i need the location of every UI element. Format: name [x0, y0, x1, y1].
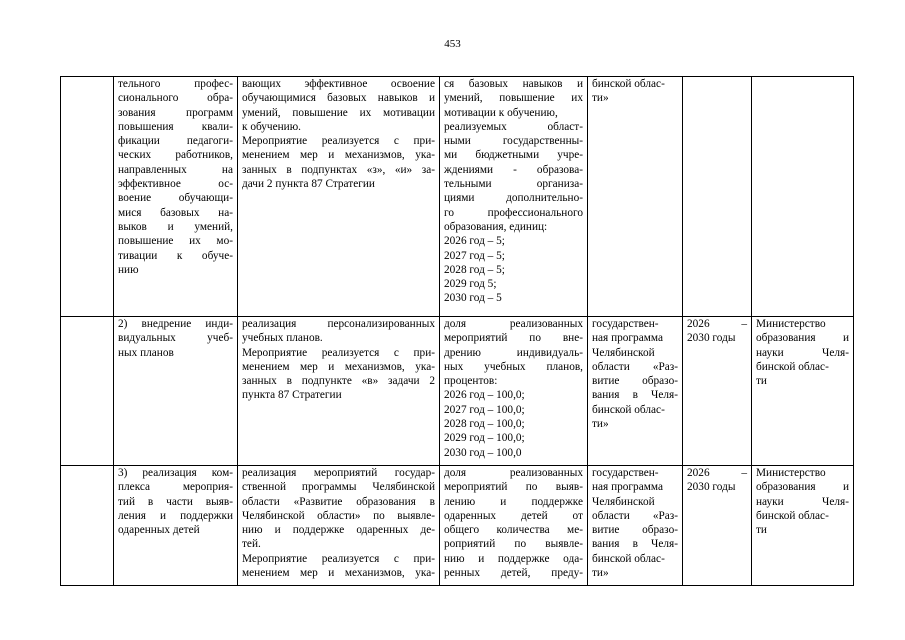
text-line: доля реализованных: [444, 318, 583, 330]
text-line: 2027 год – 5;: [444, 249, 505, 262]
text-line: одаренных детей от: [444, 509, 583, 522]
text-line: 2028 год – 100,0;: [444, 418, 525, 431]
text-line: ными государственны-: [444, 135, 583, 148]
text-line: мероприятий по выяв-: [444, 481, 583, 494]
text-line: к обучению.: [242, 120, 301, 133]
text-line: го профессионального: [444, 206, 583, 219]
number-cell: [61, 317, 114, 466]
text-line: ных учебных планов,: [444, 360, 583, 373]
text-line: бинской облас-: [592, 552, 665, 565]
text-line: воение обучающи-: [118, 192, 233, 205]
program-cell: [588, 466, 683, 586]
text-line: мероприятий по вне-: [444, 332, 583, 345]
text-line: нию: [118, 263, 139, 276]
text-line: умений, повышение их мотивации: [242, 106, 435, 119]
text-line: области «Раз-: [592, 360, 678, 373]
number-cell: [61, 77, 114, 317]
text-line: ти: [756, 375, 767, 388]
table-row: [61, 466, 854, 586]
text-line: общего количества ме-: [444, 524, 583, 537]
program-cell: [588, 77, 683, 317]
text-line: Челябинской области» по выявле-: [242, 509, 435, 522]
text-line: вающих эффективное освоение: [242, 78, 435, 90]
text-line: 2026 –: [687, 318, 747, 330]
text-line: ждениями - образова-: [444, 163, 583, 176]
text-line: тельного профес-: [118, 78, 233, 90]
page-number: 453: [444, 38, 461, 50]
program-cell: [588, 317, 683, 466]
text-line: 2028 год – 5;: [444, 263, 505, 276]
text-line: Министерство: [756, 467, 826, 479]
text-line: науки Челя-: [756, 495, 849, 508]
text-line: реализация мероприятий государ-: [242, 467, 435, 479]
text-line: ных планов: [118, 346, 174, 359]
text-line: видуальных учеб-: [118, 332, 233, 345]
text-line: 2030 годы: [687, 481, 736, 494]
text-line: Мероприятие реализуется с при-: [242, 135, 435, 148]
text-line: Мероприятие реализуется с при-: [242, 552, 435, 565]
text-line: Челябинской: [592, 495, 655, 508]
text-line: нию и поддержке ода-: [444, 552, 583, 565]
text-line: ти: [756, 524, 767, 537]
indicator-cell: [440, 77, 588, 317]
text-line: повышение их мо-: [118, 235, 233, 248]
text-line: циями дополнительно-: [444, 192, 583, 205]
text-line: ственной программы Челябинской: [242, 481, 435, 494]
text-line: мотивации к обучению,: [444, 106, 558, 119]
text-line: витие образо-: [592, 524, 678, 537]
text-line: 2030 год – 100,0: [444, 446, 522, 459]
text-line: занных в подпункте «в» задачи 2: [242, 375, 435, 388]
text-line: 2) внедрение инди-: [118, 318, 233, 330]
text-line: тельными организа-: [444, 178, 583, 191]
text-line: менением мер и механизмов, ука-: [242, 149, 435, 162]
text-line: образования и: [756, 481, 849, 494]
measure-cell: [238, 317, 440, 466]
text-line: ми бюджетными учре-: [444, 149, 583, 162]
text-line: лению и поддержке: [444, 495, 583, 508]
text-line: нию и поддержке одаренных де-: [242, 524, 435, 537]
text-line: дрению индивидуаль-: [444, 346, 583, 359]
executor-cell: [752, 77, 854, 317]
text-line: направленных на: [118, 163, 233, 176]
measure-cell: [238, 77, 440, 317]
text-line: науки Челя-: [756, 346, 849, 359]
text-line: 2029 год – 100,0;: [444, 432, 525, 445]
text-line: витие образо-: [592, 375, 678, 388]
text-line: образования и: [756, 332, 849, 345]
text-line: зования программ: [118, 106, 233, 119]
text-line: 2026 год – 100,0;: [444, 389, 525, 402]
period-cell: [683, 466, 752, 586]
text-line: тивации к обуче-: [118, 249, 233, 262]
table-row: [61, 77, 854, 317]
text-line: доля реализованных: [444, 467, 583, 479]
text-line: области «Раз-: [592, 509, 678, 522]
text-line: 2030 годы: [687, 332, 736, 345]
text-line: 2027 год – 100,0;: [444, 403, 525, 416]
text-line: вания в Челя-: [592, 538, 678, 551]
text-line: 2026 –: [687, 467, 747, 479]
indicator-cell: [440, 466, 588, 586]
text-line: бинской облас-: [592, 78, 665, 90]
table-row: [61, 317, 854, 466]
number-cell: [61, 466, 114, 586]
text-line: ческих работников,: [118, 149, 233, 162]
text-line: выков и умений,: [118, 220, 233, 233]
executor-cell: [752, 317, 854, 466]
text-line: Челябинской: [592, 346, 655, 359]
text-line: процентов:: [444, 375, 498, 388]
measure-cell: [238, 466, 440, 586]
text-line: фикации педагоги-: [118, 135, 233, 148]
task-cell: [114, 466, 238, 586]
text-line: бинской облас-: [592, 403, 665, 416]
text-line: области «Развитие образования в: [242, 495, 435, 508]
period-cell: [683, 317, 752, 466]
text-line: учебных планов.: [242, 332, 323, 345]
text-line: ная программа: [592, 332, 663, 345]
text-line: повышения квали-: [118, 120, 233, 133]
text-line: тей.: [242, 538, 261, 551]
text-line: ти»: [592, 567, 609, 580]
text-line: дачи 2 пункта 87 Стратегии: [242, 178, 375, 191]
text-line: ти»: [592, 92, 609, 105]
text-line: ления и поддержки: [118, 509, 233, 522]
text-line: умений, повышение их: [444, 92, 583, 105]
task-cell: [114, 317, 238, 466]
text-line: 3) реализация ком-: [118, 467, 233, 479]
text-line: занных в подпунктах «з», «и» за-: [242, 163, 435, 176]
text-line: роприятий по выявле-: [444, 538, 583, 551]
indicator-cell: [440, 317, 588, 466]
text-line: обучающимися базовых навыков и: [242, 92, 435, 105]
text-line: реализуемых облаcт-: [444, 120, 583, 133]
text-line: 2026 год – 5;: [444, 235, 505, 248]
text-line: ная программа: [592, 481, 663, 494]
text-line: ся базовых навыков и: [444, 78, 583, 90]
executor-cell: [752, 466, 854, 586]
table-body: [61, 77, 854, 586]
text-line: сионального обра-: [118, 92, 233, 105]
text-line: государствен-: [592, 318, 659, 330]
text-line: образования, единиц:: [444, 220, 548, 233]
text-line: мися базовых на-: [118, 206, 233, 219]
text-line: 2029 год 5;: [444, 278, 497, 291]
text-line: плекса мероприя-: [118, 481, 233, 494]
text-line: ти»: [592, 418, 609, 431]
text-line: государствен-: [592, 467, 659, 479]
text-line: менением мер и механизмов, ука-: [242, 567, 435, 580]
task-cell: [114, 77, 238, 317]
text-line: ренных детей, преду-: [444, 567, 583, 580]
text-line: одаренных детей: [118, 524, 200, 537]
text-line: вания в Челя-: [592, 389, 678, 402]
text-line: Министерство: [756, 318, 826, 330]
text-line: менением мер и механизмов, ука-: [242, 360, 435, 373]
text-line: эффективное ос-: [118, 178, 233, 191]
text-line: пункта 87 Стратегии: [242, 389, 342, 402]
text-line: бинской облас-: [756, 360, 829, 373]
text-line: 2030 год – 5: [444, 292, 502, 305]
text-line: Мероприятие реализуется с при-: [242, 346, 435, 359]
measures-table: [60, 76, 854, 586]
text-line: бинской облас-: [756, 509, 829, 522]
text-line: тий в части выяв-: [118, 495, 233, 508]
text-line: реализация персонализированных: [242, 318, 435, 330]
period-cell: [683, 77, 752, 317]
